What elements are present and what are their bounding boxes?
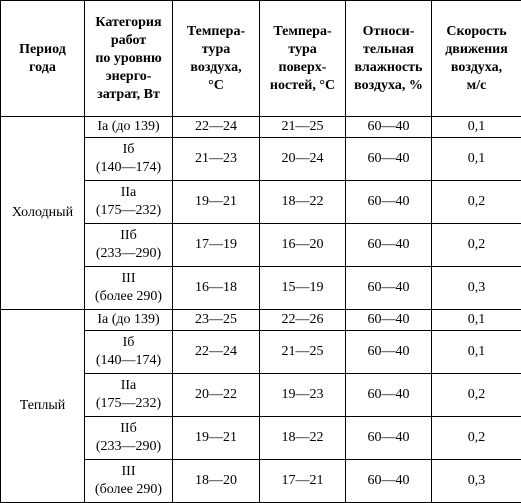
humidity-cell: 60—40 (346, 460, 432, 503)
header-category-line: Категория (95, 15, 161, 30)
header-category-line: работ (111, 33, 146, 48)
surface-temp-cell: 19—23 (260, 374, 346, 417)
humidity-cell: 60—40 (346, 331, 432, 374)
category-line: III (122, 464, 136, 479)
air-temp-cell: 22—24 (173, 117, 260, 138)
header-air-temp (173, 1, 260, 117)
humidity-cell: 60—40 (346, 117, 432, 138)
category-line: (175—232) (96, 396, 161, 411)
category-cell (85, 331, 173, 374)
air-temp-cell: 17—19 (173, 224, 260, 267)
category-cell (85, 181, 173, 224)
category-cell (85, 310, 173, 331)
category-line: (140—174) (96, 353, 161, 368)
air-speed-cell: 0,2 (432, 374, 521, 417)
surface-temp-cell: 15—19 (260, 267, 346, 310)
header-period-line: Период (19, 42, 66, 57)
category-line: (140—174) (96, 160, 161, 175)
humidity-cell: 60—40 (346, 267, 432, 310)
header-humidity-line: тельная (363, 42, 414, 57)
category-cell (85, 417, 173, 460)
header-row (1, 1, 521, 117)
header-category-line: энерго- (106, 69, 152, 84)
header-air-speed-line: движения (445, 42, 508, 57)
category-cell (85, 224, 173, 267)
category-cell (85, 460, 173, 503)
air-temp-cell: 19—21 (173, 181, 260, 224)
air-speed-cell: 0,2 (432, 181, 521, 224)
category-line: Ia (до 139) (97, 119, 159, 134)
header-air-speed-line: Скорость (446, 24, 506, 39)
header-humidity (346, 1, 432, 117)
header-category-line: затрат, Вт (97, 87, 160, 102)
header-air-temp-line: воздуха, (190, 60, 241, 75)
header-humidity-line: влажность (355, 60, 423, 75)
table-row (1, 117, 521, 138)
category-line: (233—290) (96, 439, 161, 454)
header-period-line: года (29, 60, 56, 75)
surface-temp-cell: 21—25 (260, 331, 346, 374)
category-line: Iб (123, 335, 135, 350)
table-row (1, 310, 521, 331)
category-line: Iб (123, 142, 135, 157)
header-air-speed-line: воздуха, (451, 60, 502, 75)
category-line: III (122, 271, 136, 286)
air-temp-cell: 20—22 (173, 374, 260, 417)
category-line: IIб (120, 228, 136, 243)
header-air-temp-line: Темпера- (187, 24, 245, 39)
air-temp-cell: 16—18 (173, 267, 260, 310)
air-temp-cell: 23—25 (173, 310, 260, 331)
surface-temp-cell: 20—24 (260, 138, 346, 181)
air-speed-cell: 0,1 (432, 138, 521, 181)
header-category-line: по уровню (95, 51, 161, 66)
surface-temp-cell: 21—25 (260, 117, 346, 138)
air-temp-cell: 22—24 (173, 331, 260, 374)
air-speed-cell: 0,2 (432, 417, 521, 460)
air-speed-cell: 0,3 (432, 460, 521, 503)
humidity-cell: 60—40 (346, 374, 432, 417)
period-cell: Холодный (1, 117, 85, 310)
header-air-speed (432, 1, 521, 117)
surface-temp-cell: 22—26 (260, 310, 346, 331)
air-speed-cell: 0,1 (432, 117, 521, 138)
header-air-temp-line: тура (202, 42, 230, 57)
humidity-cell: 60—40 (346, 224, 432, 267)
category-line: (более 290) (95, 289, 162, 304)
air-speed-cell: 0,1 (432, 331, 521, 374)
category-line: IIб (120, 421, 136, 436)
category-line: IIa (121, 378, 137, 393)
surface-temp-cell: 18—22 (260, 181, 346, 224)
header-air-temp-line: °С (208, 78, 224, 93)
header-surface-temp-line: Темпера- (273, 24, 331, 39)
category-line: (233—290) (96, 246, 161, 261)
air-temp-cell: 18—20 (173, 460, 260, 503)
air-speed-cell: 0,1 (432, 310, 521, 331)
header-surface-temp-line: поверх- (279, 60, 327, 75)
humidity-cell: 60—40 (346, 310, 432, 331)
humidity-cell: 60—40 (346, 417, 432, 460)
category-line: (более 290) (95, 482, 162, 497)
header-air-speed-line: м/с (467, 78, 487, 93)
surface-temp-cell: 16—20 (260, 224, 346, 267)
category-cell (85, 117, 173, 138)
humidity-cell: 60—40 (346, 138, 432, 181)
category-cell (85, 267, 173, 310)
humidity-cell: 60—40 (346, 181, 432, 224)
air-speed-cell: 0,2 (432, 224, 521, 267)
air-temp-cell: 19—21 (173, 417, 260, 460)
header-surface-temp-line: тура (288, 42, 316, 57)
header-period (1, 1, 85, 117)
category-line: Ia (до 139) (97, 312, 159, 327)
header-surface-temp-line: ностей, °С (270, 78, 335, 93)
air-temp-cell: 21—23 (173, 138, 260, 181)
header-humidity-line: Относи- (363, 24, 415, 39)
header-category (85, 1, 173, 117)
period-cell: Теплый (1, 310, 85, 503)
category-line: (175—232) (96, 203, 161, 218)
category-cell (85, 374, 173, 417)
category-cell (85, 138, 173, 181)
header-humidity-line: воздуха, % (354, 78, 423, 93)
category-line: IIa (121, 185, 137, 200)
header-surface-temp (260, 1, 346, 117)
air-speed-cell: 0,3 (432, 267, 521, 310)
surface-temp-cell: 18—22 (260, 417, 346, 460)
surface-temp-cell: 17—21 (260, 460, 346, 503)
